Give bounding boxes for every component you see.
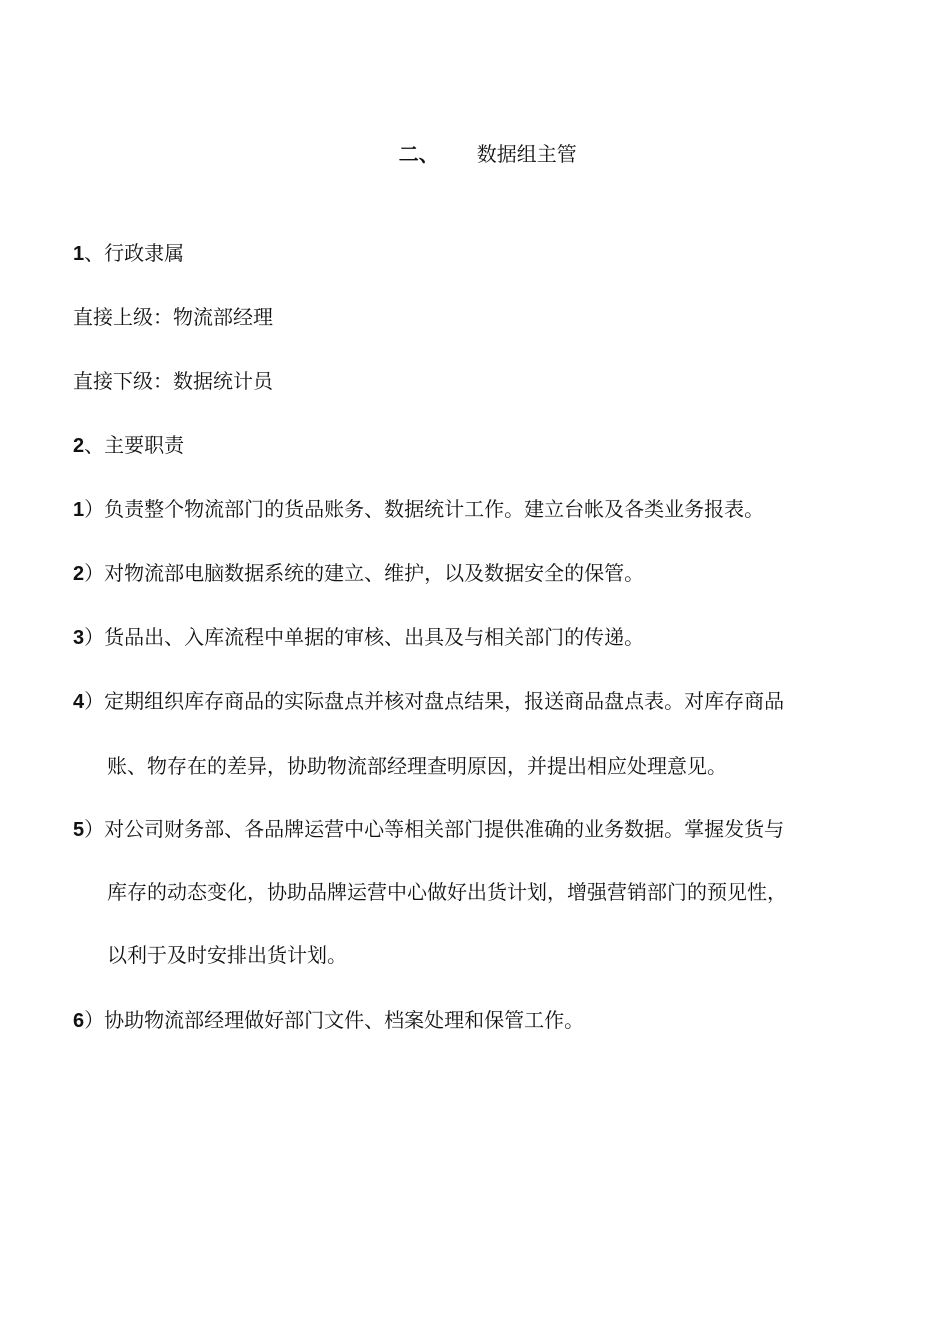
duty-item-5 [73,815,784,844]
duty-number: 4 [73,691,85,713]
duty-number: 6 [73,1010,85,1032]
section-1-title [73,239,184,268]
section-1-label: 、行政隶属 [84,241,185,265]
duty-text: ）对公司财务部、各品牌运营中心等相关部门提供准确的业务数据。掌握发货与 [84,817,785,841]
duty-item-4-continuation: 账、物存在的差异，协助物流部经理查明原因，并提出相应处理意见。 [107,754,727,778]
duty-item-4 [73,687,784,716]
duty-item-5-continuation: 库存的动态变化，协助品牌运营中心做好出货计划，增强营销部门的预见性， [107,880,787,904]
heading-title: 数据组主管 [476,142,577,166]
section-1-number: 1 [73,243,85,265]
direct-subordinate-line: 直接下级：数据统计员 [73,369,273,393]
section-2-label: 、主要职责 [84,433,185,457]
duty-text: ）定期组织库存商品的实际盘点并核对盘点结果，报送商品盘点表。对库存商品 [84,689,785,713]
section-2-title [73,431,184,460]
heading-number: 二、 [398,144,439,166]
duty-item-2 [73,559,644,588]
duty-item-5-continuation: 以利于及时安排出货计划。 [107,943,347,967]
duty-item-6 [73,1006,584,1035]
direct-superior-line: 直接上级：物流部经理 [73,305,273,329]
duty-text: ）对物流部电脑数据系统的建立、维护，以及数据安全的保管。 [84,561,645,585]
duty-item-1 [73,495,764,524]
duty-text: ）负责整个物流部门的货品账务、数据统计工作。建立台帐及各类业务报表。 [84,497,765,521]
duty-number: 5 [73,819,85,841]
duty-item-3 [73,623,644,652]
duty-text: ）货品出、入库流程中单据的审核、出具及与相关部门的传递。 [84,625,645,649]
section-heading [0,112,950,197]
duty-text: ）协助物流部经理做好部门文件、档案处理和保管工作。 [84,1008,585,1032]
duty-number: 2 [73,563,85,585]
duty-number: 3 [73,627,85,649]
section-2-number: 2 [73,435,85,457]
duty-number: 1 [73,499,85,521]
